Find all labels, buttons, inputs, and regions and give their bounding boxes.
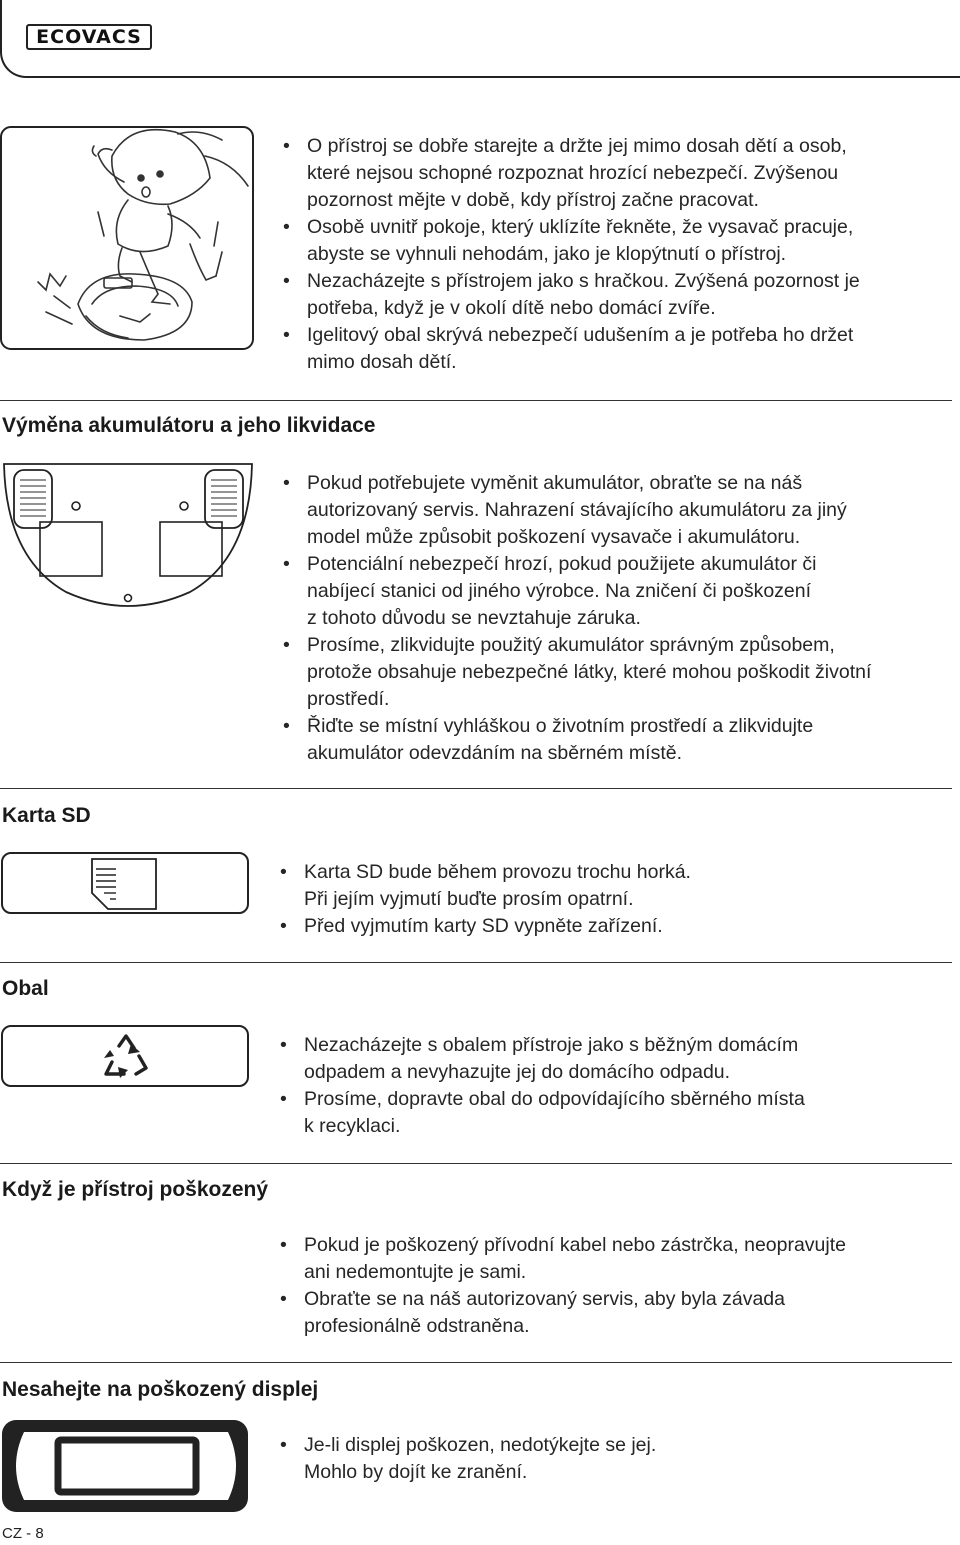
list-item: • Prosíme, zlikvidujte použitý akumulátor správným způsobem, protože obsahuje nebezpečné látky, které mohou poškodit životní prostředí. xyxy=(279,632,871,713)
recycle-icon xyxy=(0,1024,252,1090)
section-title-sd: Karta SD xyxy=(2,804,91,827)
list-item: • Obraťte se na náš autorizovaný servis, aby byla závada profesionálně odstraněna. xyxy=(276,1286,846,1340)
display-panel-illustration xyxy=(0,1418,252,1516)
page-number: CZ - 8 xyxy=(2,1525,44,1542)
list-item: • O přístroj se dobře starejte a držte jej mimo dosah dětí a osob, které nejsou schopné rozpoznat hrozící nebezpečí. Zvýšenou pozornost mějte v době, kdy přístroj začne pracovat. xyxy=(279,133,860,214)
list-item: • Před vyjmutím karty SD vypněte zařízení. xyxy=(276,913,691,940)
sd-card-icon xyxy=(0,851,252,917)
section-title-package: Obal xyxy=(2,977,49,1000)
list-item: • Pokud je poškozený přívodní kabel nebo zástrčka, neopravujte ani nedemontujte je sami. xyxy=(276,1232,846,1286)
list-item: • Igelitový obal skrývá nebezpečí udušením a je potřeba ho držet mimo dosah dětí. xyxy=(279,322,860,376)
section-title-display: Nesahejte na poškozený displej xyxy=(2,1378,319,1401)
list-item: • Pokud potřebujete vyměnit akumulátor, obraťte se na náš autorizovaný servis. Nahrazení stávajícího akumulátoru za jiný model může způsobit poškození vysavače i akumulátoru. xyxy=(279,470,871,551)
robot-underside-illustration xyxy=(0,460,256,615)
package-bullets xyxy=(276,1032,805,1140)
list-item: • Je-li displej poškozen, nedotýkejte se jej. Mohlo by dojít ke zranění. xyxy=(276,1432,656,1486)
list-item: • Potenciální nebezpečí hrozí, pokud použijete akumulátor či nabíjecí stanici od jiného výrobce. Na zničení či poškození z tohoto důvodu se nevztahuje záruka. xyxy=(279,551,871,632)
section-divider xyxy=(0,962,952,963)
list-item: • Prosíme, dopravte obal do odpovídajícího sběrného místa k recyklaci. xyxy=(276,1086,805,1140)
list-item: • Osobě uvnitř pokoje, který uklízíte řekněte, že vysavač pracuje, abyste se vyhnuli nehodám, jako je klopýtnutí o přístroj. xyxy=(279,214,860,268)
damaged-bullets xyxy=(276,1232,846,1340)
intro-bullets xyxy=(279,133,860,376)
display-bullets xyxy=(276,1432,656,1486)
battery-bullets xyxy=(279,470,871,767)
ecovacs-logo: ECOVACS xyxy=(26,24,152,50)
section-divider xyxy=(0,1362,952,1363)
section-divider xyxy=(0,400,952,401)
section-divider xyxy=(0,788,952,789)
section-title-battery: Výměna akumulátoru a jeho likvidace xyxy=(2,414,376,437)
list-item: • Řiďte se místní vyhláškou o životním prostředí a zlikvidujte akumulátor odevzdáním na sběrném místě. xyxy=(279,713,871,767)
list-item: • Karta SD bude během provozu trochu horká. Při jejím vyjmutí buďte prosím opatrní. xyxy=(276,859,691,913)
child-on-robot-illustration xyxy=(0,126,255,352)
section-divider xyxy=(0,1163,952,1164)
section-title-damaged: Když je přístroj poškozený xyxy=(2,1178,269,1201)
list-item: • Nezacházejte s přístrojem jako s hračkou. Zvýšená pozornost je potřeba, když je v okolí dítě nebo domácí zvíře. xyxy=(279,268,860,322)
sd-bullets xyxy=(276,859,691,940)
list-item: • Nezacházejte s obalem přístroje jako s běžným domácím odpadem a nevyhazujte jej do domácího odpadu. xyxy=(276,1032,805,1086)
